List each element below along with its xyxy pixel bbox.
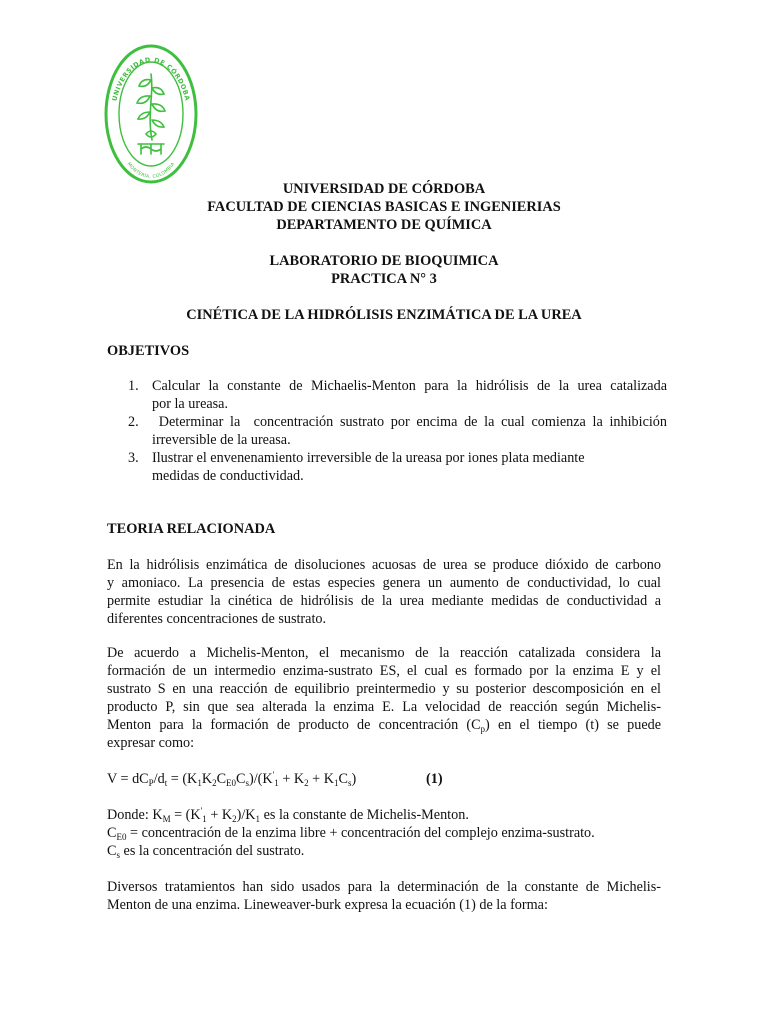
list-item-text: Ilustrar el envenenamiento irreversible de la ureasa por iones plata mediante [152,450,585,466]
practice-number: PRACTICA N° 3 [331,271,437,287]
objectives-list [107,377,667,485]
list-item-text: irreversible de la ureasa. [152,432,291,448]
lab-block [0,252,768,288]
theory-paragraph-3 [107,878,661,914]
university-name: UNIVERSIDAD DE CÓRDOBA [282,181,486,197]
equation-1: $V = dC_P/d_t = (K_1K_2C_{E0}C_s)/(K'_1 + K_2 + K_1C_s)$ [107,770,357,788]
text-line: De acuerdo a Michelis-Menton, el mecanismo de la reacción catalizada considera la [107,645,661,661]
list-item-number: 3. [128,450,139,466]
list-item-text: por la ureasa. [152,396,229,412]
where-block [107,806,661,860]
text-line: diferentes concentraciones de sustrato. [107,611,327,627]
list-item-number: 1. [128,378,139,394]
text-line: y amoniaco. La presencia de estas especies genera un aumento de conductividad, lo cual [107,575,661,591]
faculty-name: FACULTAD DE CIENCIAS BASICAS E INGENIERIAS [207,199,561,215]
text-line: Menton de una enzima. Lineweaver-burk expresa la ecuación (1) de la forma: [107,897,548,913]
university-seal-logo [104,44,198,184]
text-line: expresar como: [107,735,195,751]
text-line: En la hidrólisis enzimática de disoluciones acuosas de urea se produce dióxido de carbono [107,557,661,573]
text-line: formación de un intermedio enzima-sustrato ES, el cual es formado por la enzima E y el [107,663,661,679]
text-line: $C_{E0}$ = concentración de la enzima libre + concentración del complejo enzima-sustrato. [107,825,595,842]
list-item-number: 2. [128,414,139,430]
theory-paragraph-1 [107,556,661,628]
text-line: sustrato S en una reacción de equilibrio preintermedio y su posterior descomposición en el [107,681,661,697]
list-item-text: Determinar la concentración sustrato por encima de la cual comienza la inhibición [152,414,667,430]
document-title: CINÉTICA DE LA HIDRÓLISIS ENZIMÁTICA DE LA UREA [186,307,582,323]
equation-number: (1) [426,771,443,787]
text-line: permite estudiar la cinética de hidrólisis de la urea mediante medidas de conductividad a [107,593,661,609]
text-line: Donde: $K_M = (K'_1 + K_2)/K_1$ es la constante de Michelis-Menton. [107,806,469,824]
department-name: DEPARTAMENTO DE QUÍMICA [276,217,492,233]
list-item-text: medidas de conductividad. [152,468,304,484]
text-line: producto P, sin que sea alterada la enzima E. La velocidad de reacción según Michelis- [107,699,661,715]
seal-ring-text-bottom: MONTERÍA, COLOMBIA [125,161,177,180]
lab-name: LABORATORIO DE BIOQUIMICA [269,253,499,269]
theory-paragraph-2 [107,644,661,752]
list-item-text: Calcular la constante de Michaelis-Menton para la hidrólisis de la urea catalizada [152,378,667,394]
seal-ring-text-top: UNIVERSIDAD DE CÓRDOBA [110,55,192,102]
list-item [107,377,667,413]
list-item [107,413,667,449]
text-line: Diversos tratamientos han sido usados para la determinación de la constante de Michelis- [107,879,661,895]
objectives-heading: OBJETIVOS [107,343,190,359]
theory-heading: TEORIA RELACIONADA [107,521,276,537]
header-block [0,180,768,234]
text-line: Menton para la formación de producto de concentración $(C_p)$ en el tiempo (t) se puede [107,717,662,734]
text-line: $C_s$ es la concentración del sustrato. [107,843,305,860]
list-item [107,449,667,485]
